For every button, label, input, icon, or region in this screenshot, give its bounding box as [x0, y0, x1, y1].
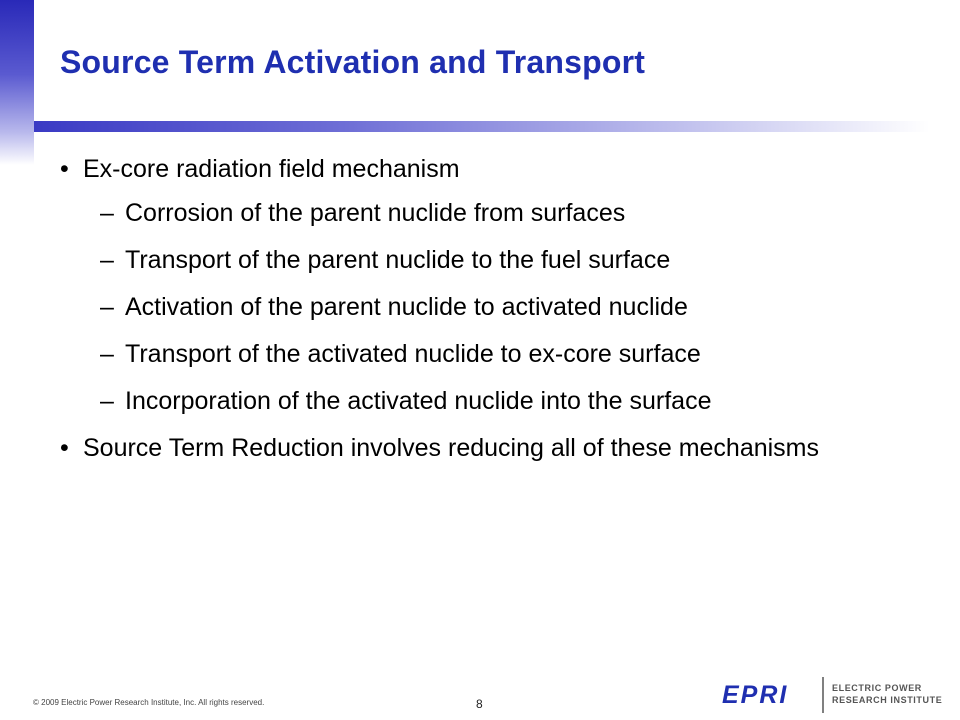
logo-text-line1: ELECTRIC POWER	[832, 683, 922, 693]
sub-bullet-item	[60, 293, 920, 322]
slide-content	[60, 155, 920, 480]
sub-bullet-text: Corrosion of the parent nuclide from surfaces	[125, 199, 626, 227]
sub-bullet-text: Transport of the parent nuclide to the fuel surface	[125, 246, 671, 274]
sub-bullet-list	[60, 199, 920, 416]
bullet-mark: •	[60, 434, 69, 462]
sub-bullet-text: Incorporation of the activated nuclide into the surface	[125, 387, 712, 415]
sub-bullet-item	[60, 199, 920, 228]
bullet-text: Ex-core radiation field mechanism	[83, 155, 460, 183]
sub-bullet-mark: –	[100, 246, 114, 274]
sub-bullet-mark: –	[100, 387, 114, 415]
bullet-item	[60, 434, 920, 463]
logo-divider	[822, 677, 824, 713]
sub-bullet-text: Transport of the activated nuclide to ex-core surface	[125, 340, 701, 368]
sub-bullet-item	[60, 246, 920, 275]
left-accent-bar	[0, 0, 34, 165]
page-number: 8	[476, 697, 483, 711]
sub-bullet-mark: –	[100, 293, 114, 321]
epri-logo	[722, 675, 943, 715]
sub-bullet-text: Activation of the parent nuclide to activated nuclide	[125, 293, 688, 321]
sub-bullet-mark: –	[100, 340, 114, 368]
slide-title: Source Term Activation and Transport	[60, 44, 646, 80]
copyright-notice: © 2009 Electric Power Research Institute, Inc. All rights reserved.	[33, 698, 265, 707]
bullet-mark: •	[60, 155, 69, 183]
sub-bullet-mark: –	[100, 199, 114, 227]
sub-bullet-item	[60, 340, 920, 369]
title-underline-bar	[34, 121, 930, 132]
sub-bullet-item	[60, 387, 920, 416]
logo-wordmark: EPRI	[722, 681, 789, 709]
logo-text-line2: RESEARCH INSTITUTE	[832, 695, 943, 705]
bullet-item	[60, 155, 920, 184]
bullet-text: Source Term Reduction involves reducing all of these mechanisms	[83, 434, 820, 462]
